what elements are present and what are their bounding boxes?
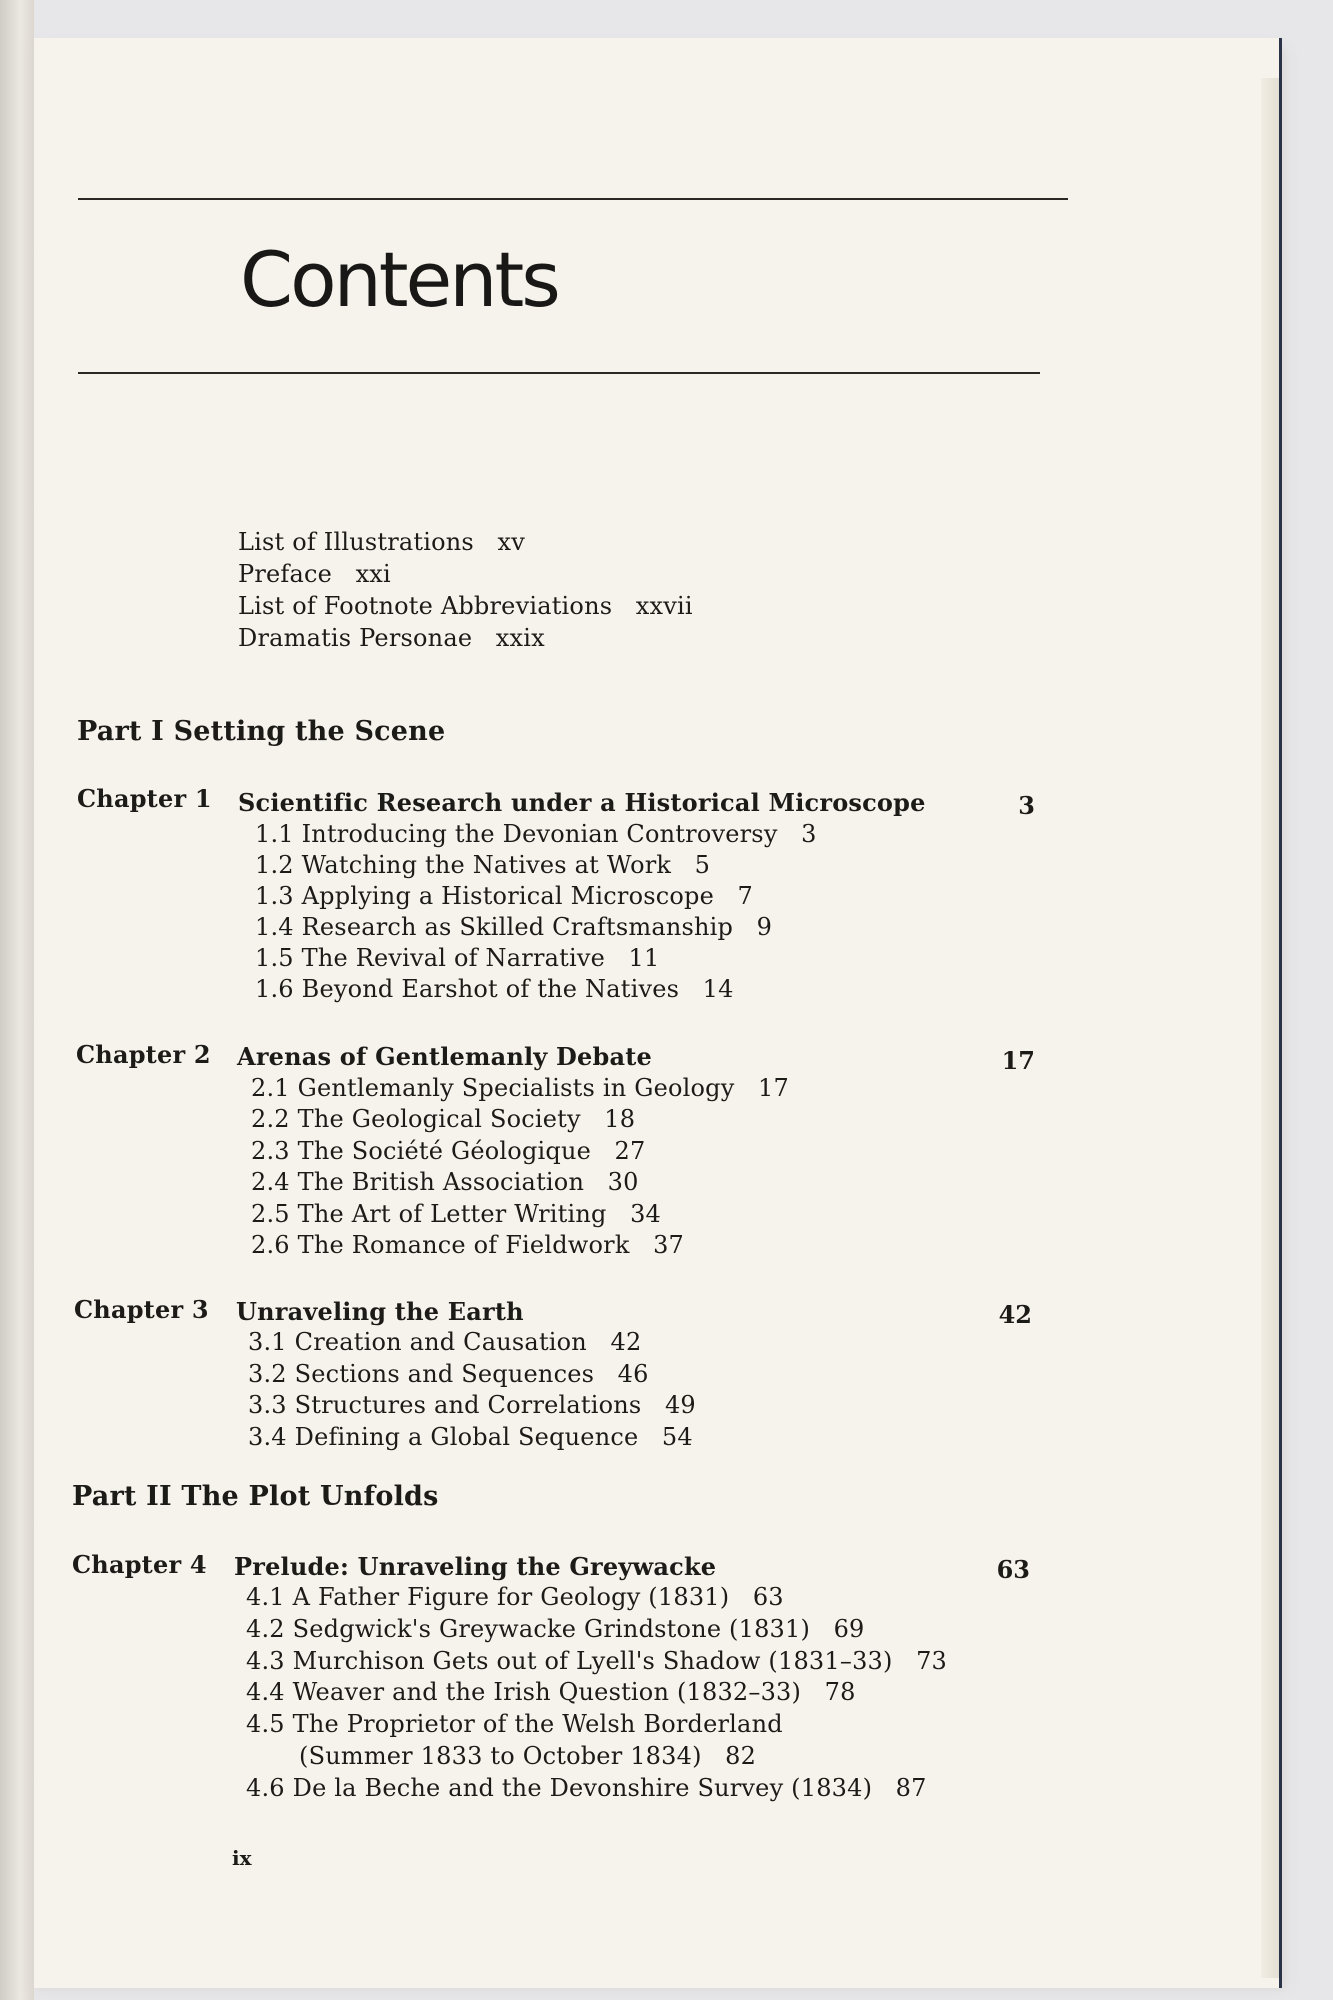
section-entry: 4.5 The Proprietor of the Welsh Borderland — [246, 1710, 783, 1738]
section-entry: 2.5 The Art of Letter Writing 34 — [251, 1200, 662, 1228]
section-entry: 3.1 Creation and Causation 42 — [248, 1328, 642, 1356]
section-entry: 2.2 The Geological Society 18 — [251, 1105, 636, 1133]
chapter-title: Unraveling the Earth — [236, 1297, 524, 1326]
part-heading: Part I Setting the Scene — [77, 716, 446, 747]
section-entry: 4.2 Sedgwick's Greywacke Grindstone (1831) 69 — [246, 1615, 865, 1643]
title-rule — [78, 372, 1040, 374]
section-entry: 1.1 Introducing the Devonian Controversy 3 — [255, 820, 817, 848]
section-entry: 1.6 Beyond Earshot of the Natives 14 — [255, 975, 734, 1003]
chapter-page: 63 — [996, 1555, 1030, 1584]
section-entry: 2.6 The Romance of Fieldwork 37 — [251, 1231, 685, 1259]
section-entry: 4.6 De la Beche and the Devonshire Survey (1834) 87 — [246, 1774, 927, 1802]
section-entry: 1.5 The Revival of Narrative 11 — [255, 944, 660, 972]
book-gutter — [0, 0, 34, 2000]
section-entry: 3.4 Defining a Global Sequence 54 — [248, 1423, 693, 1451]
top-rule — [78, 198, 1068, 200]
front-matter-item: Preface xxi — [238, 560, 391, 588]
chapter-title: Prelude: Unraveling the Greywacke — [234, 1552, 717, 1581]
chapter-label: Chapter 4 — [72, 1550, 207, 1579]
page-title: Contents — [240, 235, 558, 324]
section-entry: 1.4 Research as Skilled Craftsmanship 9 — [255, 913, 773, 941]
part-heading: Part II The Plot Unfolds — [72, 1481, 439, 1512]
page-folio: ix — [232, 1846, 252, 1870]
front-matter-item: Dramatis Personae xxix — [238, 624, 545, 652]
front-matter-item: List of Illustrations xv — [238, 528, 525, 556]
front-matter-item: List of Footnote Abbreviations xxvii — [238, 592, 693, 620]
section-entry: 1.2 Watching the Natives at Work 5 — [255, 851, 711, 879]
chapter-title: Scientific Research under a Historical Microscope — [238, 788, 926, 817]
section-entry: 3.2 Sections and Sequences 46 — [248, 1360, 649, 1388]
section-entry: 4.3 Murchison Gets out of Lyell's Shadow (1831–33) 73 — [246, 1647, 948, 1675]
chapter-page: 3 — [1018, 791, 1035, 820]
section-entry-continuation: (Summer 1833 to October 1834) 82 — [299, 1742, 757, 1770]
section-entry: 2.3 The Société Géologique 27 — [251, 1137, 646, 1165]
chapter-page: 42 — [998, 1300, 1032, 1329]
chapter-label: Chapter 1 — [77, 784, 212, 813]
section-entry: 4.4 Weaver and the Irish Question (1832–33) 78 — [246, 1678, 856, 1706]
chapter-label: Chapter 2 — [76, 1040, 211, 1069]
chapter-label: Chapter 3 — [74, 1295, 209, 1324]
section-entry: 2.4 The British Association 30 — [251, 1168, 639, 1196]
section-entry: 3.3 Structures and Correlations 49 — [248, 1391, 696, 1419]
chapter-page: 17 — [1001, 1046, 1035, 1075]
section-entry: 2.1 Gentlemanly Specialists in Geology 17 — [251, 1074, 789, 1102]
page-edge — [1261, 78, 1279, 1978]
chapter-title: Arenas of Gentlemanly Debate — [237, 1042, 652, 1071]
section-entry: 4.1 A Father Figure for Geology (1831) 63 — [246, 1583, 784, 1611]
section-entry: 1.3 Applying a Historical Microscope 7 — [255, 882, 753, 910]
